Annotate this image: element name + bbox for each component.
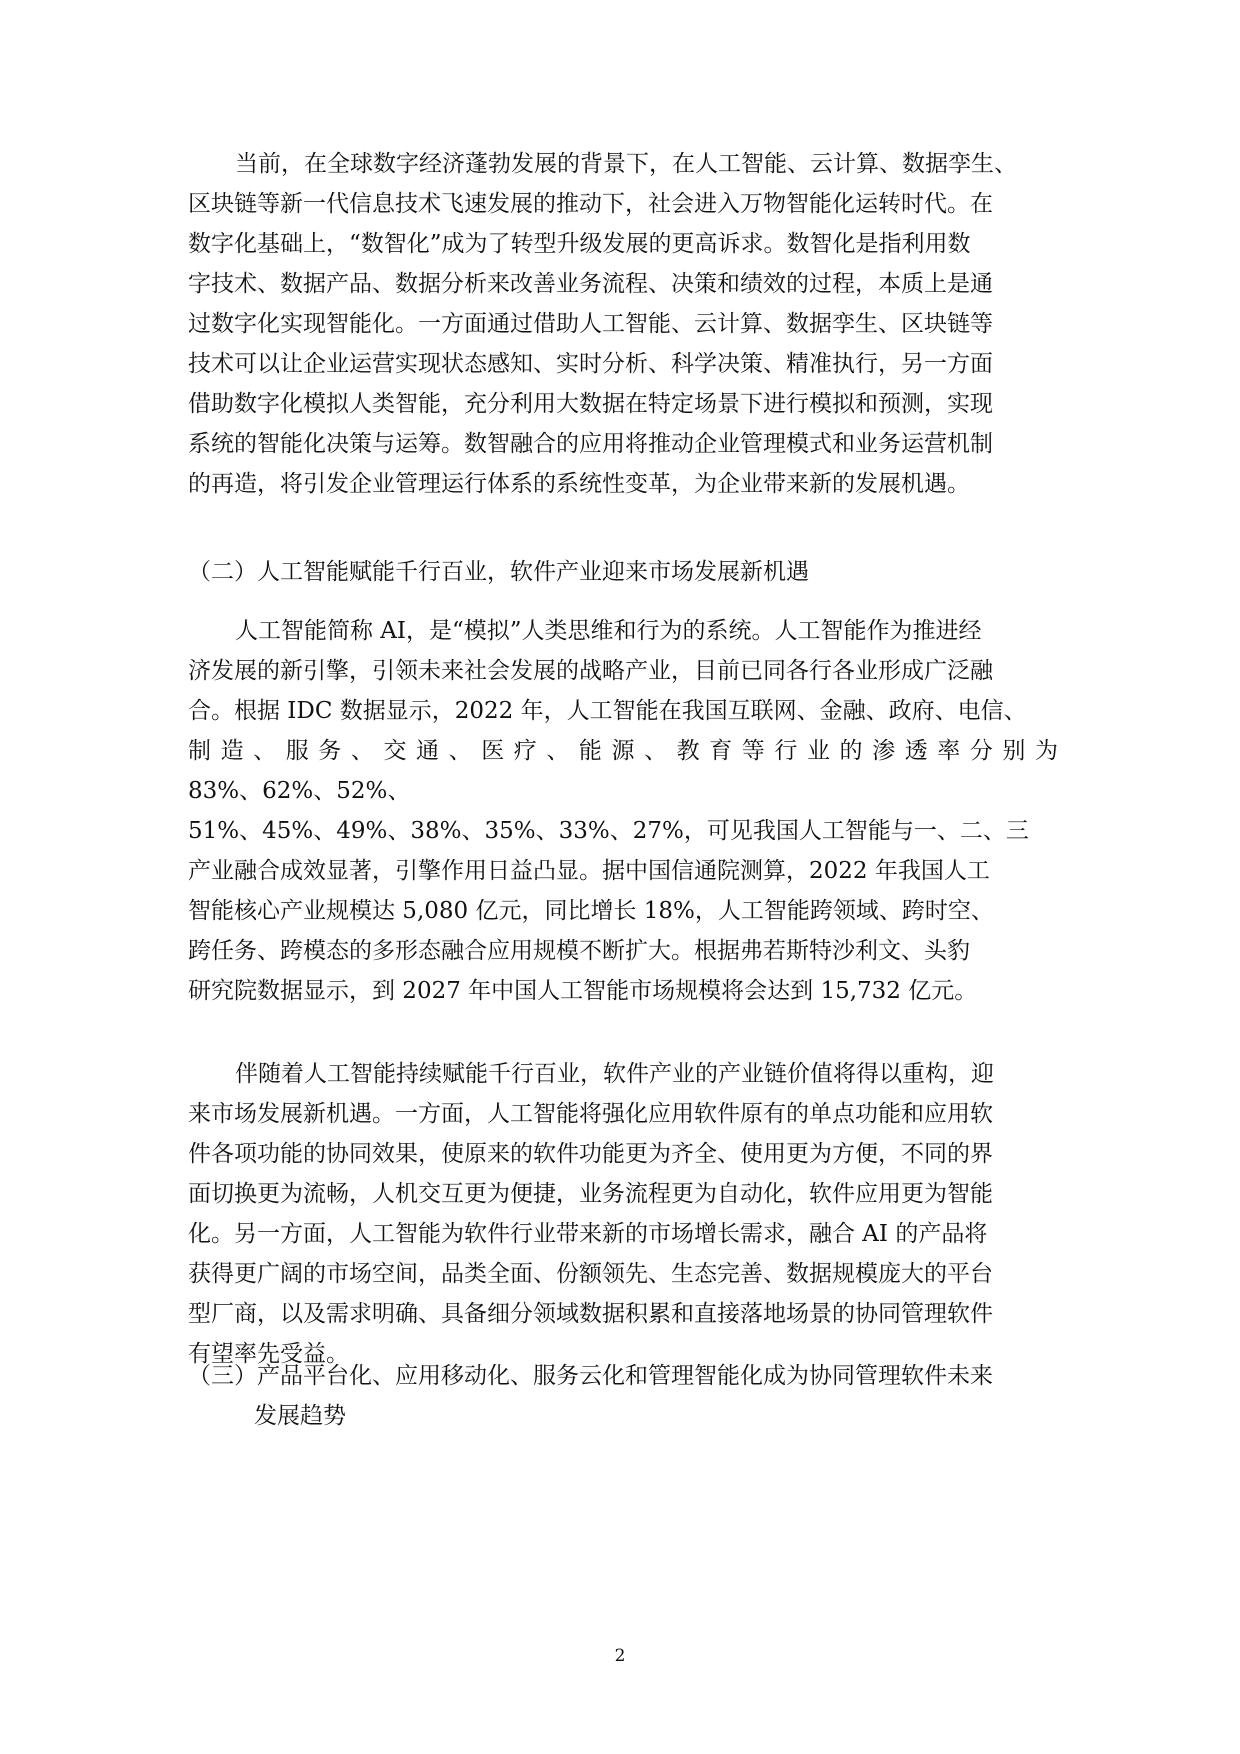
paragraph-line: 过数字化实现智能化。一方面通过借助人工智能、云计算、数据孪生、区块链等: [188, 311, 993, 337]
paragraph-line: 件各项功能的协同效果，使原来的软件功能更为齐全、使用更为方便，不同的界: [188, 1141, 993, 1167]
paragraph-line: 当前，在全球数字经济蓬勃发展的背景下，在人工智能、云计算、数据孪生、: [235, 151, 1017, 177]
paragraph-line: 跨任务、跨模态的多形态融合应用规模不断扩大。根据弗若斯特沙利文、头豹: [188, 938, 970, 964]
paragraph-line: 借助数字化模拟人类智能，充分利用大数据在特定场景下进行模拟和预测，实现: [188, 391, 993, 417]
paragraph-line: 83%、62%、52%、: [188, 778, 411, 804]
paragraph-line: 面切换更为流畅，人机交互更为便捷，业务流程更为自动化，软件应用更为智能: [188, 1181, 993, 1207]
paragraph-digital-intelligence: [188, 144, 1058, 504]
paragraph-line: 技术可以让企业运营实现状态感知、实时分析、科学决策、精准执行，另一方面: [188, 351, 993, 377]
paragraph-line: 化。另一方面，人工智能为软件行业带来新的市场增长需求，融合 AI 的产品将: [188, 1221, 988, 1247]
paragraph-line: 人工智能简称 AI，是“模拟”人类思维和行为的系统。人工智能作为推进经: [235, 618, 982, 644]
paragraph-line: 研究院数据显示，到 2027 年中国人工智能市场规模将会达到 15,732 亿元。: [188, 978, 978, 1004]
paragraph-line: 系统的智能化决策与运筹。数智融合的应用将推动企业管理模式和业务运营机制: [188, 431, 993, 457]
paragraph-line: 智能核心产业规模达 5,080 亿元，同比增长 18%，人工智能跨领域、跨时空、: [188, 898, 994, 924]
paragraph-line: 51%、45%、49%、38%、35%、33%、27%，可见我国人工智能与一、二、三: [188, 818, 1029, 844]
paragraph-line: 获得更广阔的市场空间，品类全面、份额领先、生态完善、数据规模庞大的平台: [188, 1261, 993, 1287]
paragraph-line: 字技术、数据产品、数据分析来改善业务流程、决策和绩效的过程，本质上是通: [188, 271, 993, 297]
paragraph-line: 区块链等新一代信息技术飞速发展的推动下，社会进入万物智能化运转时代。在: [188, 191, 993, 217]
heading-line: （三）产品平台化、应用移动化、服务云化和管理智能化成为协同管理软件未来: [188, 1363, 993, 1389]
paragraph-line: 合。根据 IDC 数据显示，2022 年，人工智能在我国互联网、金融、政府、电信、: [188, 698, 1027, 724]
paragraph-line: 有望率先受益。: [188, 1341, 349, 1367]
paragraph-line: 伴随着人工智能持续赋能千行百业，软件产业的产业链价值将得以重构，迎: [235, 1061, 994, 1087]
paragraph-software-opportunity: [188, 1054, 1058, 1374]
paragraph-line: 型厂商，以及需求明确、具备细分领域数据积累和直接落地场景的协同管理软件: [188, 1301, 993, 1327]
paragraph-ai-industry: [188, 611, 1058, 1011]
paragraph-line: 的再造，将引发企业管理运行体系的系统性变革，为企业带来新的发展机遇。: [188, 471, 970, 497]
heading-line: 发展趋势: [254, 1403, 346, 1429]
page-number: 2: [614, 1646, 626, 1666]
paragraph-line: 济发展的新引擎，引领未来社会发展的战略产业，目前已同各行各业形成广泛融: [188, 658, 993, 684]
paragraph-line: 制造、服务、交通、医疗、能源、教育等行业的渗透率分别为: [188, 738, 1058, 764]
section-heading-2: [188, 552, 1068, 592]
paragraph-line: 产业融合成效显著，引擎作用日益凸显。据中国信通院测算，2022 年我国人工: [188, 858, 990, 884]
paragraph-line: 来市场发展新机遇。一方面，人工智能将强化应用软件原有的单点功能和应用软: [188, 1101, 993, 1127]
section-heading-3: [188, 1356, 1068, 1436]
heading-line: （二）人工智能赋能千行百业，软件产业迎来市场发展新机遇: [188, 559, 809, 585]
paragraph-line: 数字化基础上，“数智化”成为了转型升级发展的更高诉求。数智化是指利用数: [188, 231, 971, 257]
